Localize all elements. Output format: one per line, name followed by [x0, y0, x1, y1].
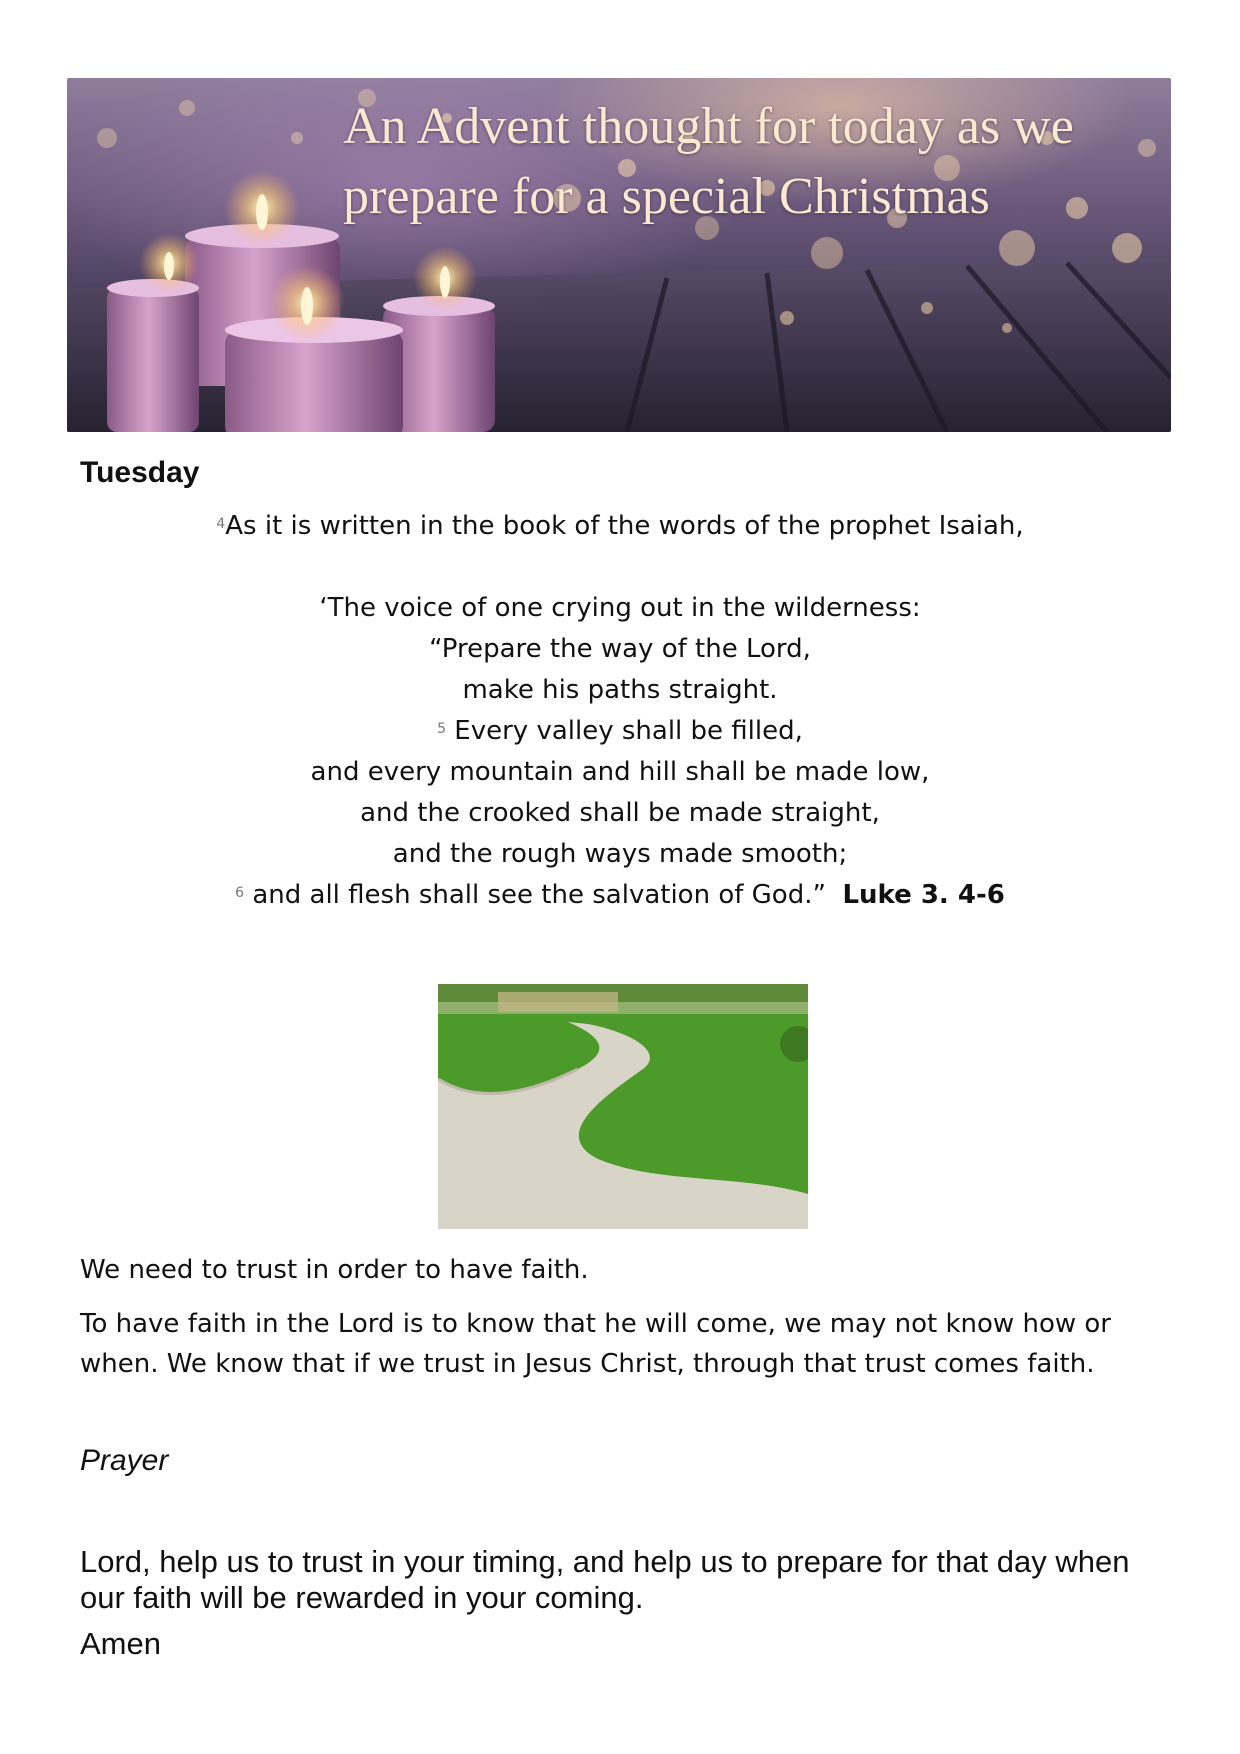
scripture-text: As it is written in the book of the words of the prophet Isaiah, [225, 511, 1024, 541]
winding-path-image [438, 984, 808, 1229]
scripture-line: and the crooked shall be made straight, [360, 798, 880, 828]
prayer-text: Lord, help us to trust in your timing, and help us to prepare for that day when our faith will be rewarded in your coming. [80, 1544, 1130, 1615]
scripture-line: and every mountain and hill shall be made low, [310, 757, 930, 787]
scripture-line: make his paths straight. [462, 675, 778, 705]
verse-number: 6 [235, 885, 245, 901]
scripture-text: Every valley shall be filled, [454, 716, 803, 746]
scripture-text: and all flesh shall see the salvation of God.” [252, 880, 826, 910]
prayer-heading: Prayer [80, 1444, 169, 1477]
scripture-reference: Luke 3. 4-6 [842, 880, 1005, 910]
amen-text: Amen [80, 1626, 161, 1661]
banner-title: An Advent thought for today as we prepare for a special Christmas [343, 98, 1074, 225]
reflection-paragraph: We need to trust in order to have faith. [80, 1255, 589, 1285]
day-heading: Tuesday [80, 456, 200, 489]
scripture-passage [100, 506, 1140, 916]
scripture-line [100, 711, 1140, 752]
advent-banner [67, 78, 1171, 432]
reflection-paragraph: To have faith in the Lord is to know that he will come, we may not know how or when. We know that if we trust in Jesus Christ, through that trust comes faith. [80, 1309, 1111, 1379]
scripture-line: and the rough ways made smooth; [392, 839, 848, 869]
verse-number: 5 [437, 721, 447, 737]
scripture-line [100, 506, 1140, 547]
scripture-line [100, 875, 1140, 916]
verse-number: 4 [216, 516, 226, 532]
scripture-line: “Prepare the way of the Lord, [429, 634, 811, 664]
scripture-line: ‘The voice of one crying out in the wilderness: [319, 593, 921, 623]
